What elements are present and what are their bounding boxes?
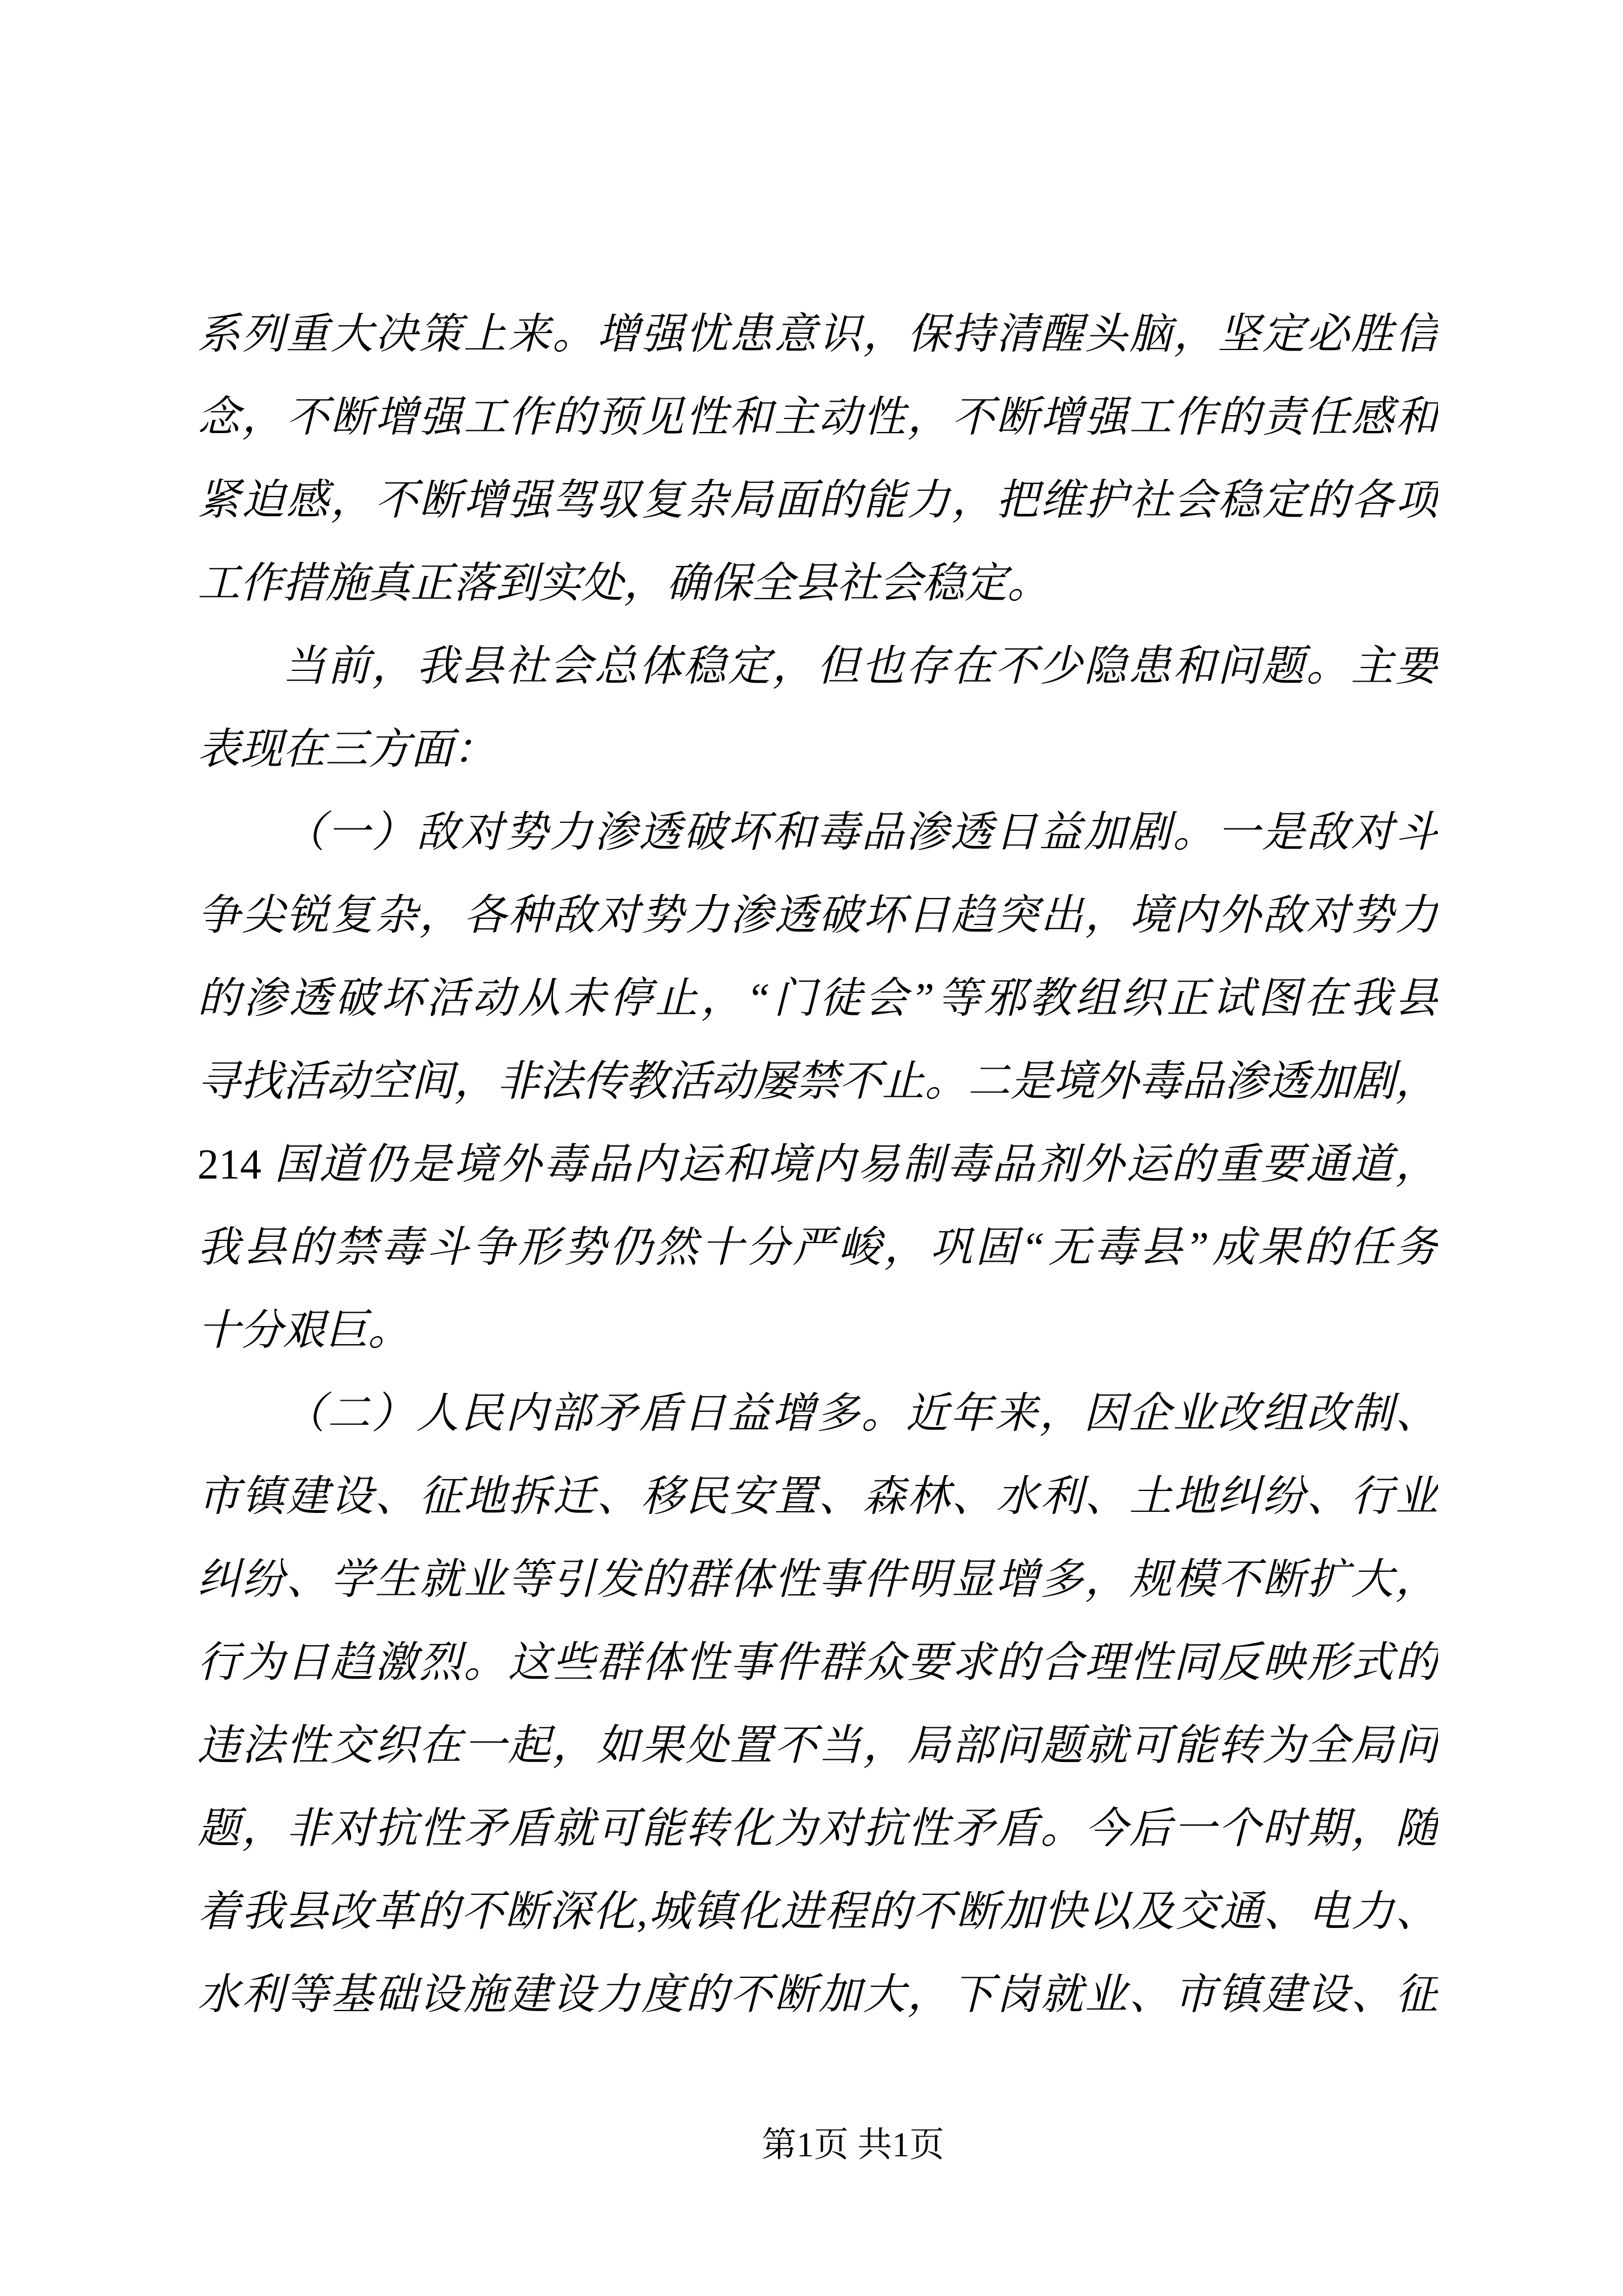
text-line: 着我县改革的不断深化,城镇化进程的不断加快以及交通、电力、 [197,1888,1438,1935]
text-line: 的渗透破坏活动从未停止，“门徒会”等邪教组织正试图在我县 [197,975,1438,1022]
text-line: 我县的禁毒斗争形势仍然十分严峻，巩固“无毒县”成果的任务 [197,1224,1438,1271]
text-line: 十分艰巨。 [197,1307,411,1354]
text-line: （一）敌对势力渗透破坏和毒品渗透日益加剧。一是敌对斗 [283,809,1438,856]
text-line: 工作措施真正落到实处，确保全县社会稳定。 [197,560,1050,607]
text-line: 市镇建设、征地拆迁、移民安置、森林、水利、土地纠纷、行业 [197,1473,1438,1520]
text-line: 寻找活动空间，非法传教活动屡禁不止。二是境外毒品渗透加剧， [197,1058,1438,1105]
page-number: 第1页 共1页 [762,2126,944,2164]
text-line: 念，不断增强工作的预见性和主动性，不断增强工作的责任感和 [197,394,1438,441]
text-line: 系列重大决策上来。增强忧患意识，保持清醒头脑，坚定必胜信 [197,311,1438,358]
text-line: 紧迫感，不断增强驾驭复杂局面的能力，把维护社会稳定的各项 [197,477,1438,524]
text-line: 表现在三方面： [197,726,496,773]
document-body [197,293,1438,2036]
text-line: 题，非对抗性矛盾就可能转化为对抗性矛盾。今后一个时期，随 [197,1805,1438,1852]
text-line: （二）人民内部矛盾日益增多。近年来，因企业改组改制、 [283,1390,1438,1437]
text-line: 违法性交织在一起，如果处置不当，局部问题就可能转为全局问 [197,1722,1438,1769]
text-line: 214 国道仍是境外毒品内运和境内易制毒品剂外运的重要通道， [197,1141,1438,1188]
text-line: 当前，我县社会总体稳定，但也存在不少隐患和问题。主要 [283,643,1438,690]
text-line: 争尖锐复杂，各种敌对势力渗透破坏日趋突出，境内外敌对势力 [197,892,1438,939]
page-footer [0,2125,1623,2165]
text-line: 纠纷、学生就业等引发的群体性事件明显增多，规模不断扩大， [197,1556,1438,1603]
text-line: 行为日趋激烈。这些群体性事件群众要求的合理性同反映形式的 [197,1639,1438,1686]
text-line: 水利等基础设施建设力度的不断加大，下岗就业、市镇建设、征 [197,1971,1438,2018]
